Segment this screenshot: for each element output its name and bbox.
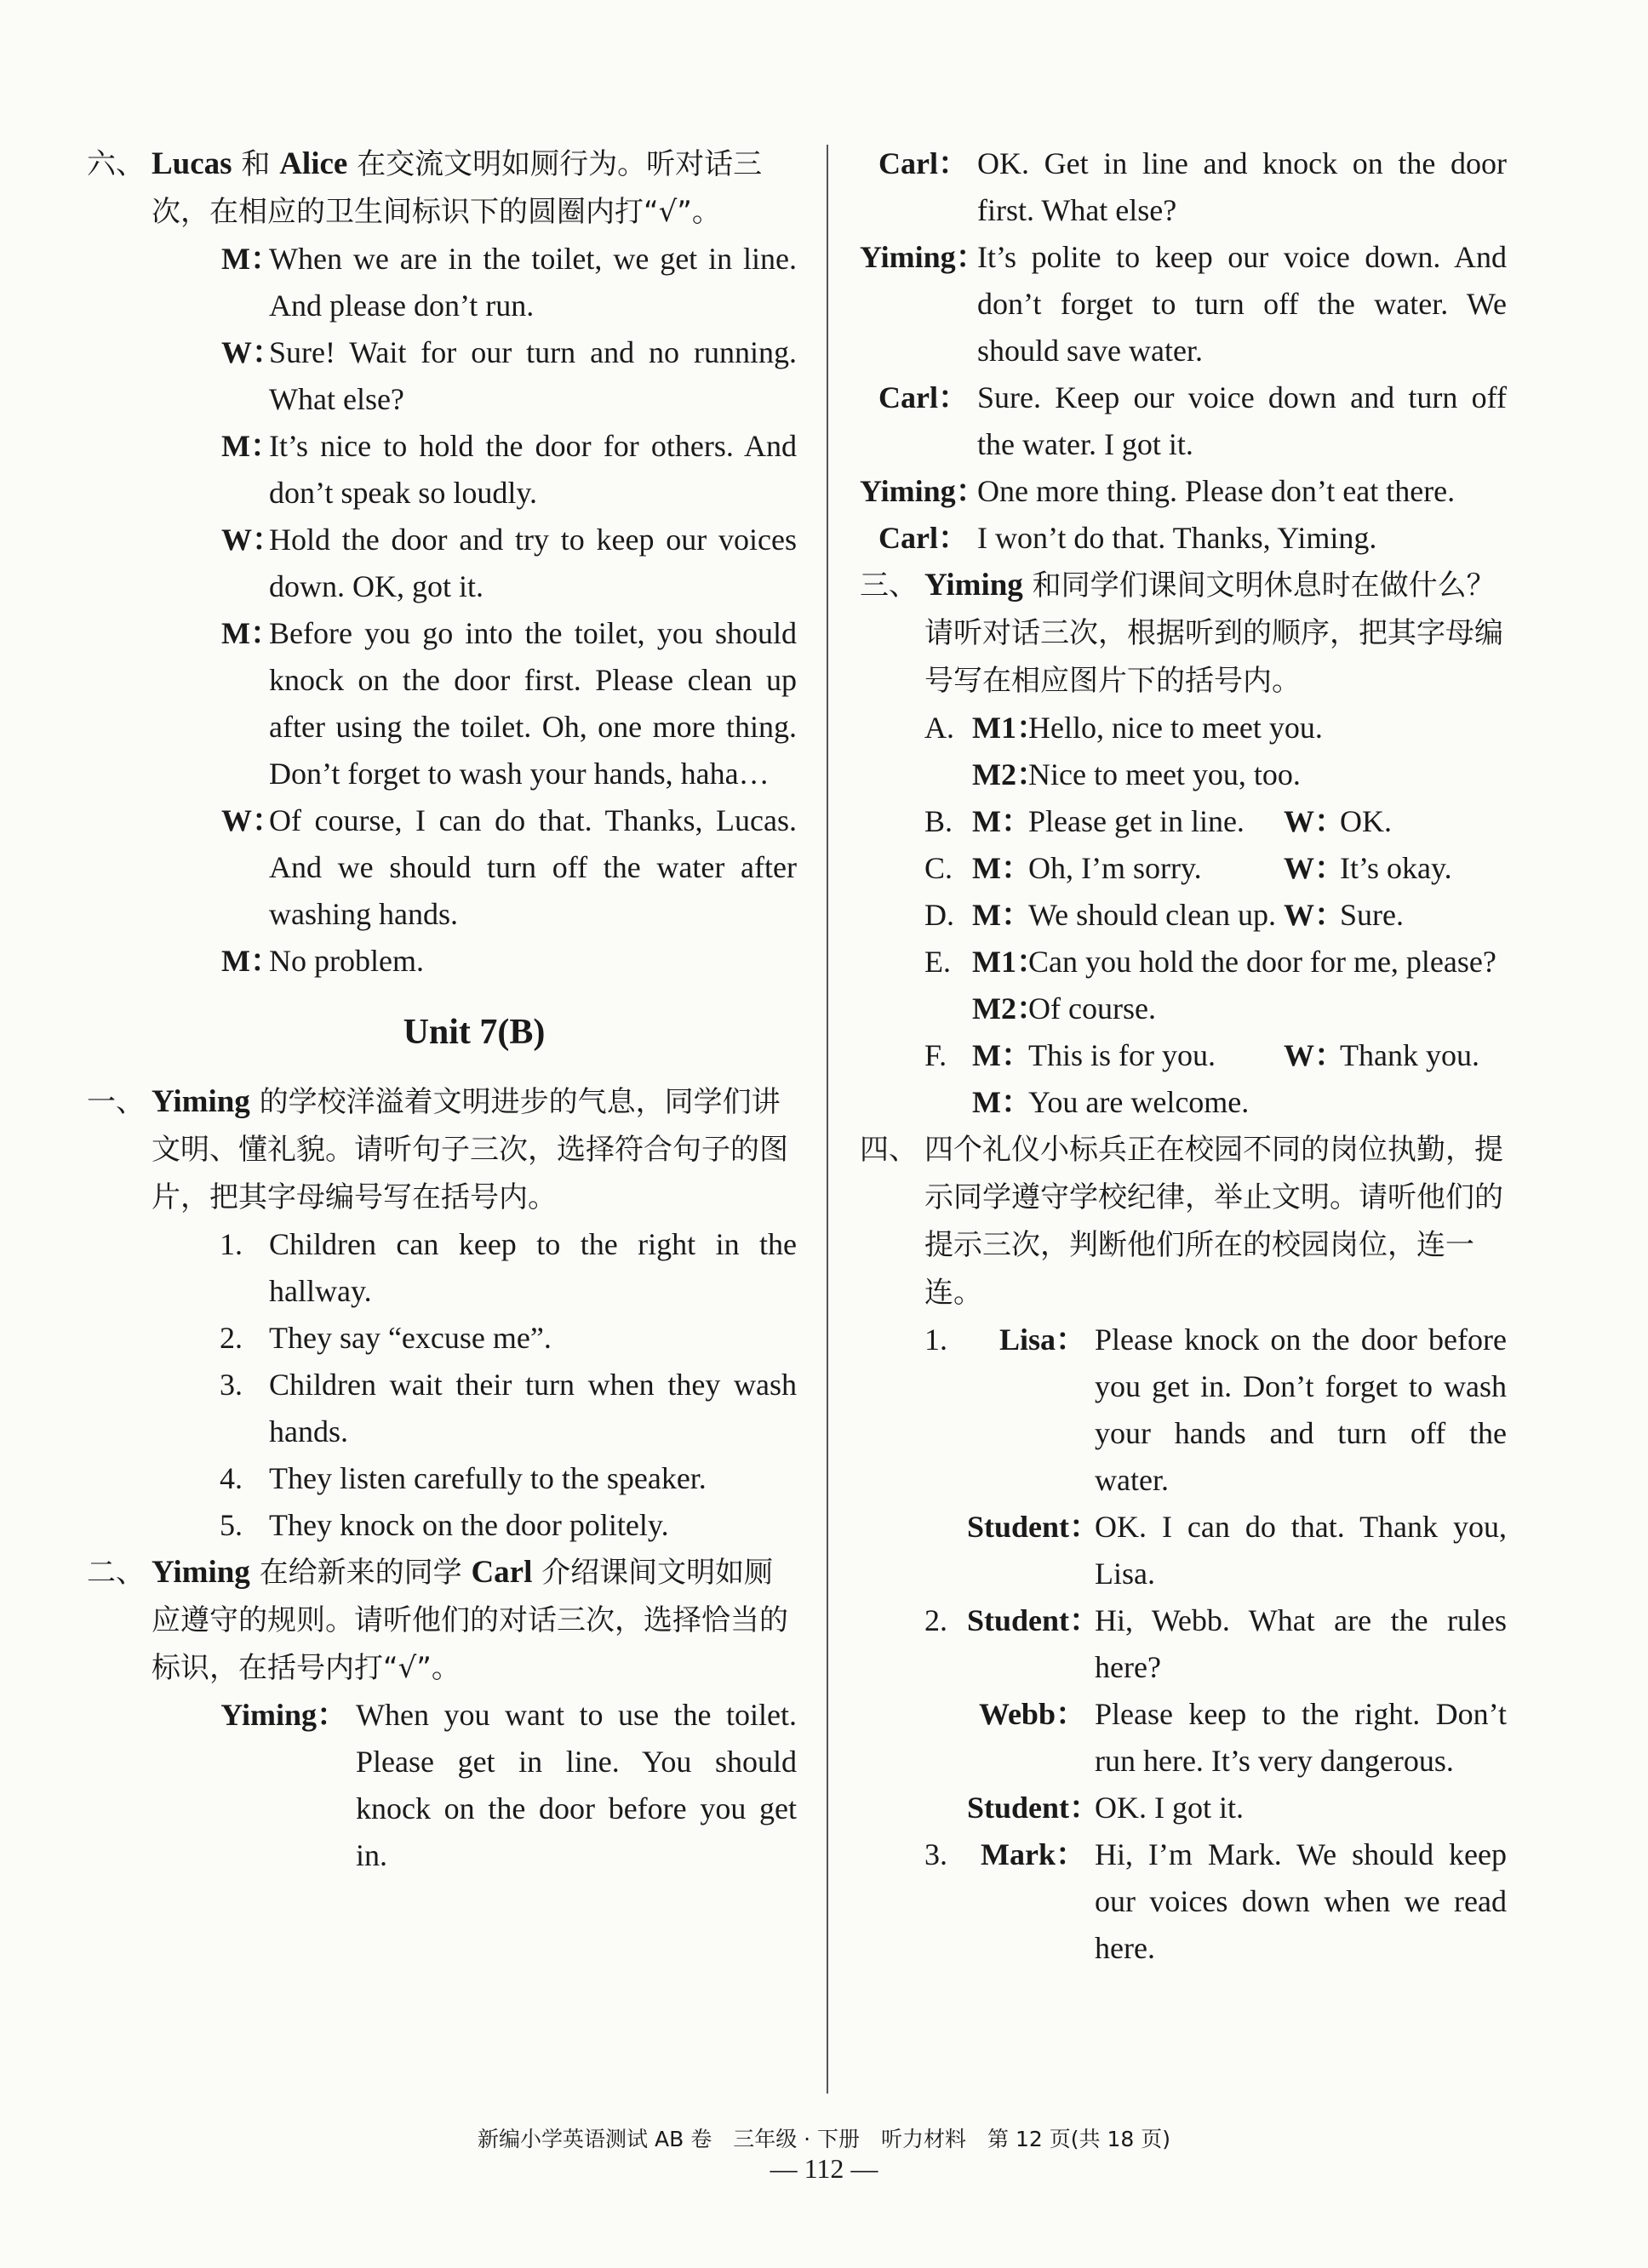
section-4-prompt xyxy=(860,1126,1507,1317)
item-text: They say “excuse me”. xyxy=(269,1321,552,1355)
dialogue-line xyxy=(860,234,1507,374)
utterance: It’s nice to hold the door for others. And don’t speak so loudly. xyxy=(269,429,797,510)
dialogue-line xyxy=(924,1831,1507,1972)
section-1-prompt xyxy=(87,1078,797,1221)
speaker: M ： xyxy=(221,610,269,797)
utterance: Please knock on the door before you get in. Don’t forget to wash your hands and turn off the water. xyxy=(1095,1323,1507,1497)
dialogue-line xyxy=(860,374,1507,468)
option-letter: C. xyxy=(924,851,953,885)
speaker: Mark ： xyxy=(967,1831,1095,1972)
utterance: Please get in line. xyxy=(1028,804,1245,838)
dialogue-line xyxy=(860,468,1507,515)
utterance: I won’t do that. Thanks, Yiming. xyxy=(977,521,1377,555)
list-item xyxy=(220,1455,797,1502)
item-number: 3. xyxy=(220,1368,243,1402)
section-3-prompt xyxy=(860,562,1507,705)
speaker: M1 ： xyxy=(972,939,1028,985)
speaker: M ： xyxy=(972,798,1028,845)
utterance: Sure! Wait for our turn and no running. What else? xyxy=(269,335,797,416)
speaker: M2 ： xyxy=(972,751,1028,798)
speaker: M ： xyxy=(972,892,1028,939)
section-prompt-text: Lucas 和 Alice 在交流文明如厕行为。听对话三次，在相应的卫生间标识下的圆圈内打“√”。 xyxy=(152,146,763,229)
speaker: M ： xyxy=(221,423,269,517)
speaker: Student ： xyxy=(967,1785,1095,1831)
item-text: Children can keep to the right in the hallway. xyxy=(269,1227,797,1308)
section-3-items xyxy=(924,705,1507,1126)
speaker: W ： xyxy=(221,517,269,610)
speaker: Yiming ： xyxy=(860,234,977,374)
utterance: Can you hold the door for me, please? xyxy=(1028,945,1496,979)
dialogue-line xyxy=(924,1597,1507,1691)
utterance: Oh, I’m sorry. xyxy=(1028,851,1202,885)
item-number xyxy=(924,1785,967,1831)
speaker: W ： xyxy=(1284,892,1340,939)
right-column xyxy=(860,140,1507,1972)
utterance: OK. xyxy=(1340,804,1392,838)
item-number: 2. xyxy=(220,1321,243,1355)
speaker: Yiming ： xyxy=(860,468,977,515)
left-column xyxy=(87,140,797,1879)
section-6-prompt xyxy=(87,140,797,236)
dialogue-line xyxy=(221,329,797,423)
speaker: M ： xyxy=(221,236,269,329)
option-line xyxy=(924,985,1507,1032)
utterance: One more thing. Please don’t eat there. xyxy=(977,474,1456,508)
option-line xyxy=(924,845,1507,892)
option-line xyxy=(924,939,1507,985)
utterance: OK. Get in line and knock on the door first. What else? xyxy=(977,146,1507,227)
speaker: M ： xyxy=(972,845,1028,892)
utterance: OK. I can do that. Thank you, Lisa. xyxy=(1095,1510,1507,1591)
dialogue-line xyxy=(924,1691,1507,1785)
item-text: They knock on the door politely. xyxy=(269,1508,669,1542)
speaker: W ： xyxy=(1284,1032,1340,1079)
speaker: W ： xyxy=(221,329,269,423)
section-2-prompt xyxy=(87,1549,797,1692)
speaker: Carl ： xyxy=(860,374,977,468)
utterance: This is for you. xyxy=(1028,1038,1216,1072)
item-number: 1. xyxy=(924,1323,947,1357)
utterance: Sure. xyxy=(1340,898,1404,932)
section-number: 一、 xyxy=(87,1085,145,1119)
utterance: Thank you. xyxy=(1340,1038,1479,1072)
utterance: Of course. xyxy=(1028,991,1156,1025)
utterance: It’s polite to keep our voice down. And don’t forget to turn off the water. We should save water. xyxy=(977,240,1507,368)
footer-info: 新编小学英语测试 AB 卷 三年级 · 下册 听力材料 第 12 页(共 18 页) xyxy=(478,2127,1170,2151)
speaker: M ： xyxy=(972,1032,1028,1079)
item-number: 3. xyxy=(924,1837,947,1871)
section-number: 四、 xyxy=(860,1133,918,1167)
utterance: It’s okay. xyxy=(1340,851,1452,885)
speaker: Student ： xyxy=(967,1504,1095,1597)
dialogue-line xyxy=(221,423,797,517)
list-item xyxy=(220,1502,797,1549)
utterance: OK. I got it. xyxy=(1095,1791,1244,1825)
speaker: Carl ： xyxy=(860,515,977,562)
dialogue-line xyxy=(221,517,797,610)
utterance: Before you go into the toilet, you should knock on the door first. Please clean up after using the toilet. Oh, one more thing. Don’t forget to wash your hands, haha… xyxy=(269,616,797,791)
option-letter xyxy=(924,751,972,798)
utterance: Hold the door and try to keep our voices down. OK, got it. xyxy=(269,523,797,603)
section-prompt-text: Yiming 和同学们课间文明休息时在做什么？请听对话三次，根据听到的顺序，把其字母编号写在相应图片下的括号内。 xyxy=(924,568,1503,698)
speaker: Webb ： xyxy=(967,1691,1095,1785)
option-line xyxy=(924,1079,1507,1126)
speaker: Lisa ： xyxy=(967,1317,1095,1504)
dialogue-line xyxy=(221,938,797,985)
unit-title: Unit 7(B) xyxy=(403,1013,546,1052)
item-number: 4. xyxy=(220,1461,243,1495)
list-item xyxy=(220,1221,797,1315)
section-prompt-text: Yiming 的学校洋溢着文明进步的气息，同学们讲文明、懂礼貌。请听句子三次，选择符合句子的图片，把其字母编号写在括号内。 xyxy=(152,1084,788,1214)
option-line xyxy=(924,705,1507,751)
option-letter: F. xyxy=(924,1038,947,1072)
option-letter: B. xyxy=(924,804,953,838)
dialogue-line xyxy=(220,1692,797,1879)
section-1-items xyxy=(220,1221,797,1549)
utterance: Hi, I’m Mark. We should keep our voices down when we read here. xyxy=(1095,1837,1507,1965)
speaker: Yiming ： xyxy=(220,1692,356,1879)
dialogue-line xyxy=(221,797,797,938)
dialogue-line xyxy=(221,610,797,797)
utterance: When we are in the toilet, we get in line. And please don’t run. xyxy=(269,242,797,323)
option-letter: A. xyxy=(924,711,954,745)
item-number: 5. xyxy=(220,1508,243,1542)
dialogue-line xyxy=(924,1785,1507,1831)
column-divider xyxy=(827,145,828,2094)
speaker: Carl ： xyxy=(860,140,977,234)
item-number: 2. xyxy=(924,1603,947,1637)
dialogue-line xyxy=(221,236,797,329)
speaker: M2 ： xyxy=(972,985,1028,1032)
utterance: Sure. Keep our voice down and turn off the water. I got it. xyxy=(977,380,1507,461)
utterance: We should clean up. xyxy=(1028,898,1277,932)
section-number: 六、 xyxy=(87,147,145,181)
list-item xyxy=(220,1315,797,1362)
speaker: W ： xyxy=(1284,845,1340,892)
section-4-groups xyxy=(924,1317,1507,1972)
item-number: 1. xyxy=(220,1227,243,1261)
speaker: M ： xyxy=(221,938,269,985)
utterance: Hi, Webb. What are the rules here? xyxy=(1095,1603,1507,1684)
utterance: Of course, I can do that. Thanks, Lucas. And we should turn off the water after washing hands. xyxy=(269,803,797,931)
section-2-dialogue-continued xyxy=(860,140,1507,562)
speaker: Student ： xyxy=(967,1597,1095,1691)
dialogue-line xyxy=(860,515,1507,562)
option-letter: D. xyxy=(924,898,954,932)
utterance: You are welcome. xyxy=(1028,1085,1250,1119)
section-6-dialogue xyxy=(221,236,797,985)
utterance: When you want to use the toilet. Please get in line. You should knock on the door before you get in. xyxy=(356,1698,797,1872)
item-number xyxy=(924,1504,967,1597)
speaker: M1 ： xyxy=(972,705,1028,751)
section-prompt-text: 四个礼仪小标兵正在校园不同的岗位执勤，提示同学遵守学校纪律，举止文明。请听他们的提示三次，判断他们所在的校园岗位，连一连。 xyxy=(924,1133,1503,1310)
option-letter xyxy=(924,1079,972,1126)
page-number: — 112 — xyxy=(770,2153,878,2184)
speaker: W ： xyxy=(1284,798,1340,845)
dialogue-line xyxy=(924,1504,1507,1597)
option-line xyxy=(924,798,1507,845)
item-text: They listen carefully to the speaker. xyxy=(269,1461,707,1495)
section-number: 三、 xyxy=(860,568,918,603)
section-number: 二、 xyxy=(87,1556,145,1590)
dialogue-line xyxy=(860,140,1507,234)
list-item xyxy=(220,1362,797,1455)
utterance: No problem. xyxy=(269,944,424,978)
section-prompt-text: Yiming 在给新来的同学 Carl 介绍课间文明如厕应遵守的规则。请听他们的对话三次，选择恰当的标识，在括号内打“√”。 xyxy=(152,1555,788,1685)
utterance: Nice to meet you, too. xyxy=(1028,757,1301,791)
dialogue-line xyxy=(924,1317,1507,1504)
option-line xyxy=(924,1032,1507,1079)
option-letter xyxy=(924,985,972,1032)
speaker: M ： xyxy=(972,1079,1028,1126)
option-letter: E. xyxy=(924,945,951,979)
utterance: Hello, nice to meet you. xyxy=(1028,711,1323,745)
item-text: Children wait their turn when they wash hands. xyxy=(269,1368,797,1448)
utterance: Please keep to the right. Don’t run here. It’s very dangerous. xyxy=(1095,1697,1507,1778)
option-line xyxy=(924,751,1507,798)
item-number xyxy=(924,1691,967,1785)
option-line xyxy=(924,892,1507,939)
speaker: W ： xyxy=(221,797,269,938)
